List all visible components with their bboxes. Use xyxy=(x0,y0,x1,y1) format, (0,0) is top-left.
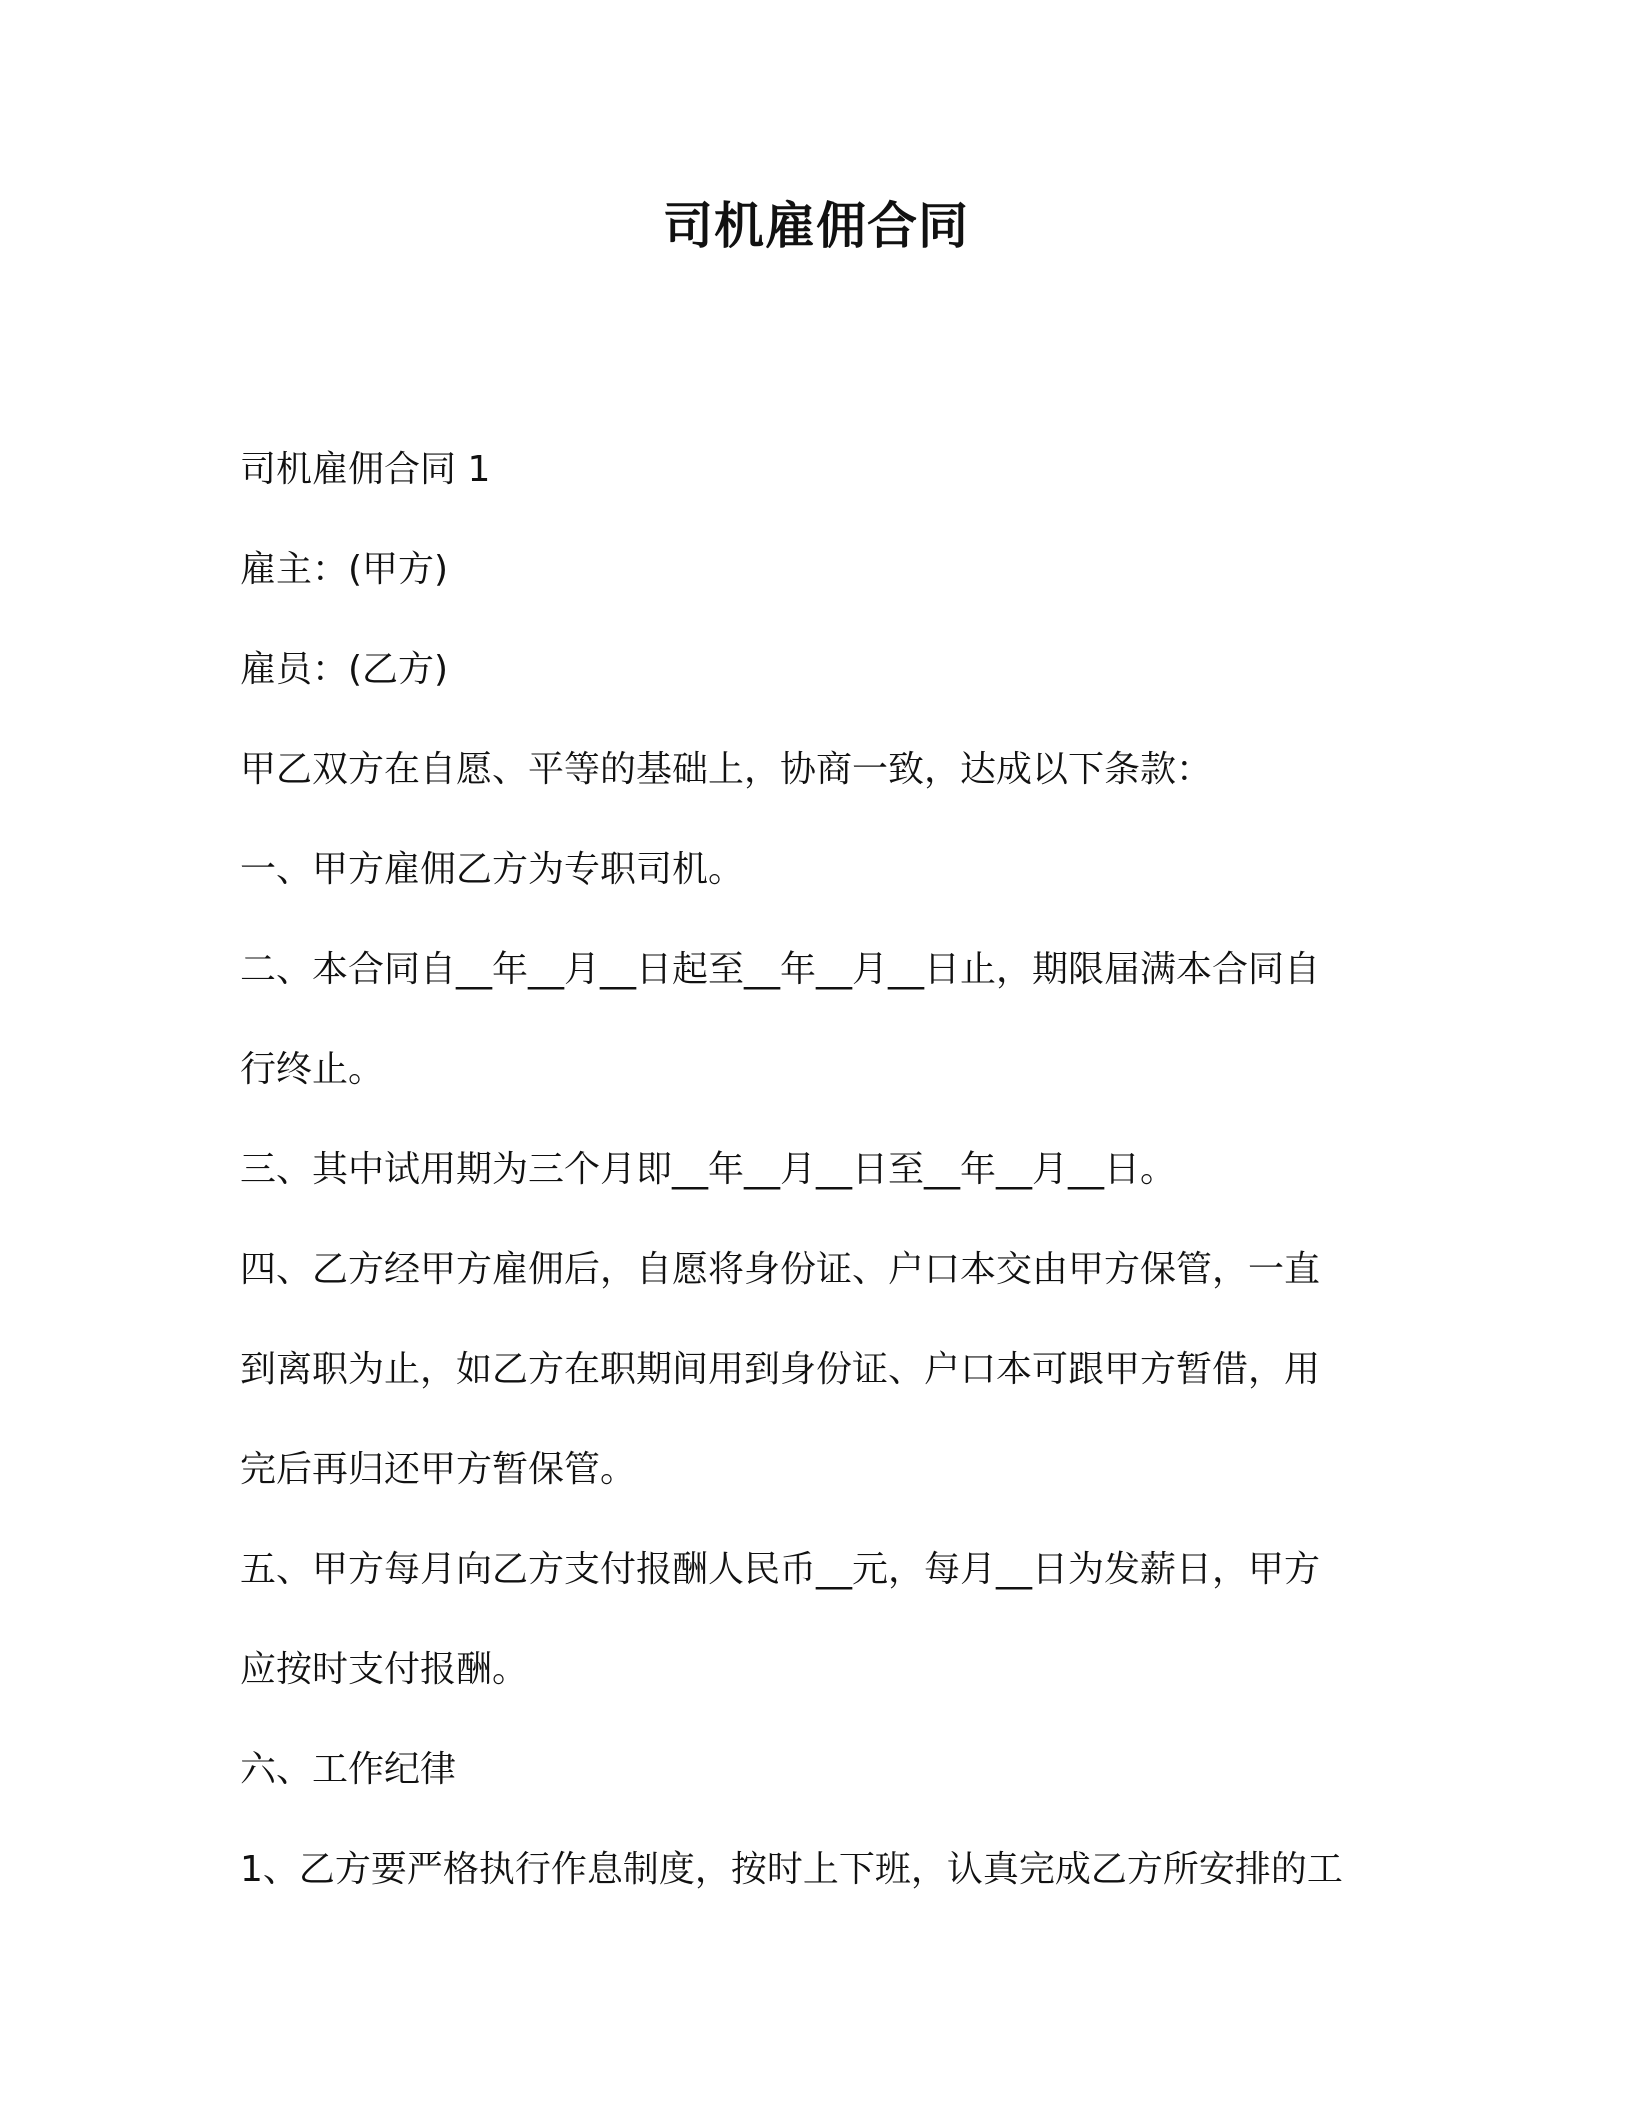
clause-6-item-1-line: 1、乙方要严格执行作息制度，按时上下班，认真完成乙方所安排的工 xyxy=(240,1849,1343,1890)
clause-2-line-cont: 行终止。 xyxy=(240,1049,385,1090)
document-body xyxy=(240,420,1400,1920)
clause-4-line-cont: 到离职为止，如乙方在职期间用到身份证、户口本可跟甲方暂借，用 xyxy=(240,1349,1321,1390)
section-heading: 司机雇佣合同 1 xyxy=(240,449,491,490)
clause-1-line: 一、甲方雇佣乙方为专职司机。 xyxy=(240,849,745,890)
clause-4-line: 四、乙方经甲方雇佣后，自愿将身份证、户口本交由甲方保管，一直 xyxy=(240,1249,1321,1290)
clause-4-line-cont: 完后再归还甲方暂保管。 xyxy=(240,1449,637,1490)
document-title: 司机雇佣合同 xyxy=(663,197,969,255)
clause-5-line: 五、甲方每月向乙方支付报酬人民币__元，每月__日为发薪日，甲方 xyxy=(240,1549,1321,1590)
clause-5-line-cont: 应按时支付报酬。 xyxy=(240,1649,529,1690)
employer-line: 雇主：(甲方) xyxy=(240,549,449,590)
preamble-line: 甲乙双方在自愿、平等的基础上，协商一致，达成以下条款： xyxy=(240,749,1213,790)
clause-6-heading: 六、工作纪律 xyxy=(240,1749,457,1790)
clause-2-line: 二、本合同自__年__月__日起至__年__月__日止，期限届满本合同自 xyxy=(240,949,1321,990)
employee-line: 雇员：(乙方) xyxy=(240,649,449,690)
clause-3-line: 三、其中试用期为三个月即__年__月__日至__年__月__日。 xyxy=(240,1149,1177,1190)
